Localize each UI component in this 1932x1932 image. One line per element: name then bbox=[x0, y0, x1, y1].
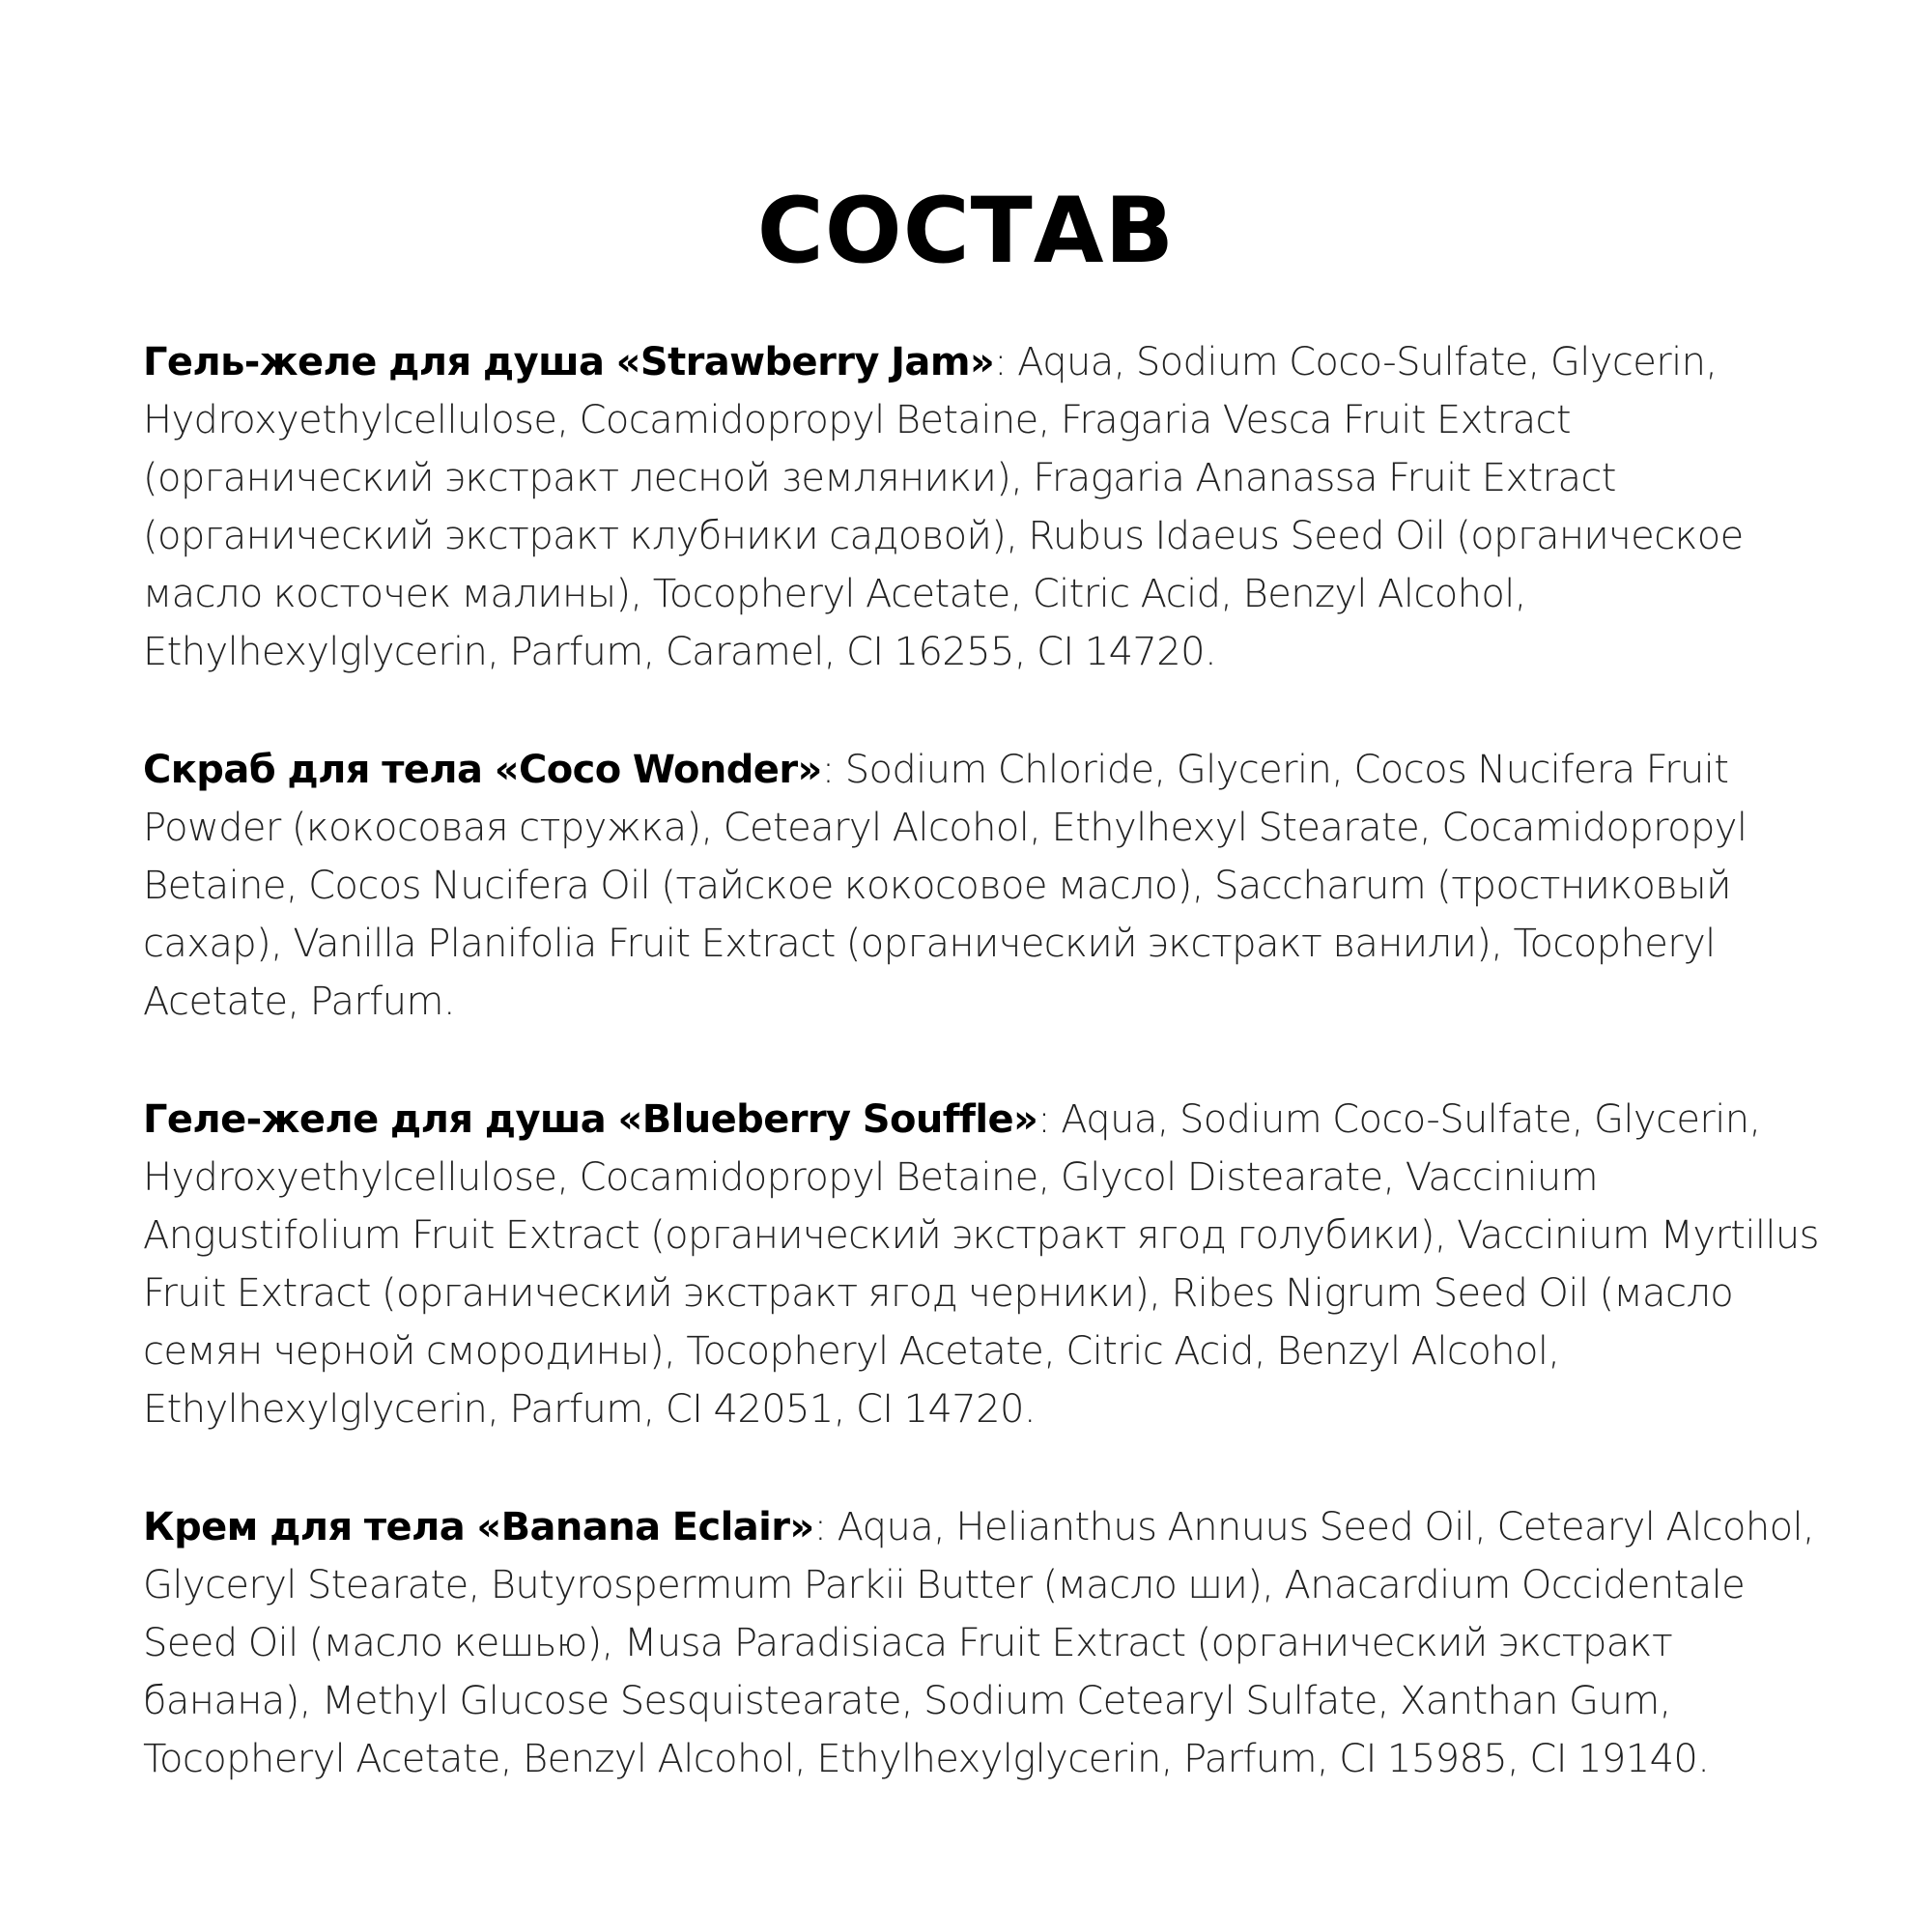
ingredients-text: Aqua, Sodium Coco-Sulfate, Glycerin, Hydroxyethylcellulose, Cocamidopropyl Betaine, Fragaria Vesca Fruit Extract (органический экстракт лесной земляники), Fragaria Ananassa Fruit Extract (органический экстракт клубники садовой), Rubus Idaeus Seed Oil (органическое масло косточек малины), Tocopheryl Acetate, Citric Acid, Benzyl Alcohol, Ethylhexylglycerin, Parfum, Caramel, CI 16255, CI 14720. bbox=[143, 340, 1744, 674]
separator: : bbox=[821, 748, 845, 792]
section-banana-eclair bbox=[143, 1498, 1843, 1788]
section-blueberry-souffle bbox=[143, 1091, 1843, 1438]
product-name: Скраб для тела «Coco Wonder» bbox=[143, 748, 822, 792]
separator: : bbox=[1037, 1097, 1062, 1142]
page-title: СОСТАВ bbox=[756, 179, 1176, 284]
ingredients-text: Aqua, Sodium Coco-Sulfate, Glycerin, Hydroxyethylcellulose, Cocamidopropyl Betaine, Glycol Distearate, Vaccinium Angustifolium Fruit Extract (органический экстракт ягод голубики), Vaccinium Myrtillus Fruit Extract (органический экстракт ягод черники), Ribes Nigrum Seed Oil (масло семян черной смородины), Tocopheryl Acetate, Citric Acid, Benzyl Alcohol, Ethylhexylglycerin, Parfum, CI 42051, CI 14720. bbox=[143, 1097, 1819, 1432]
product-name: Гель-желе для душа «Strawberry Jam» bbox=[143, 340, 995, 384]
ingredients-text: Aqua, Helianthus Annuus Seed Oil, Cetearyl Alcohol, Glyceryl Stearate, Butyrospermum Parkii Butter (масло ши), Anacardium Occidentale Seed Oil (масло кешью), Musa Paradisiaca Fruit Extract (органический экстракт банана), Methyl Glucose Sesquistearate, Sodium Cetearyl Sulfate, Xanthan Gum, Tocopheryl Acetate, Benzyl Alcohol, Ethylhexylglycerin, Parfum, CI 15985, CI 19140. bbox=[143, 1505, 1815, 1781]
product-name: Геле-желе для душа «Blueberry Souffle» bbox=[143, 1097, 1038, 1142]
section-strawberry-jam bbox=[143, 333, 1843, 681]
separator: : bbox=[813, 1505, 838, 1549]
section-coco-wonder bbox=[143, 741, 1843, 1031]
ingredients-list bbox=[143, 333, 1843, 1788]
ingredients-text: Sodium Chloride, Glycerin, Cocos Nucifera Fruit Powder (кокосовая стружка), Cetearyl Alcohol, Ethylhexyl Stearate, Cocamidopropyl Betaine, Cocos Nucifera Oil (тайское кокосовое масло), Saccharum (тростниковый сахар), Vanilla Planifolia Fruit Extract (органический экстракт ванили), Tocopheryl Acetate, Parfum. bbox=[143, 748, 1747, 1024]
separator: : bbox=[994, 340, 1018, 384]
product-name: Крем для тела «Banana Eclair» bbox=[143, 1505, 814, 1549]
